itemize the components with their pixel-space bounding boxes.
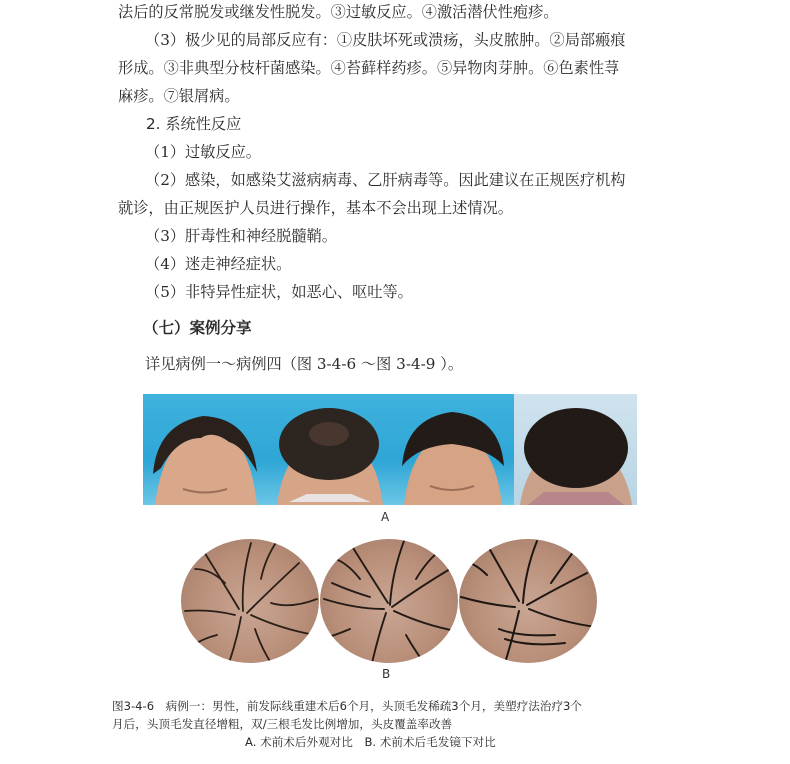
trichoscopy-image [320,539,458,663]
photo-panel [514,394,638,505]
body-line: 形成。③非典型分枝杆菌感染。④苔藓样药疹。⑤异物肉芽肿。⑥色素性荨 [118,59,620,77]
figure-subcaption: A. 术前术后外观对比 B. 术前术后毛发镜下对比 [245,735,496,749]
hair-strands [320,539,458,663]
trichoscopy-image [181,539,319,663]
hair-strands [459,539,597,663]
head-photo [514,394,638,505]
figure-caption: 月后，头顶毛发直径增粗，双/三根毛发比例增加，头皮覆盖率改善 [112,717,453,731]
hair-strands [181,539,319,663]
body-line: 详见病例一～病例四（图 3-4-6 ～图 3-4-9 ）。 [145,355,464,373]
head-photo [390,394,514,505]
body-line: 法后的反常脱发或继发性脱发。③过敏反应。④激活潜伏性疱疹。 [118,3,559,21]
head-photo [267,394,391,505]
photo-panel [267,394,391,505]
figure-a-photo-strip [143,394,637,505]
photo-panel [143,394,267,505]
body-line: 就诊，由正规医护人员进行操作，基本不会出现上述情况。 [118,199,513,217]
list-item: （4）迷走神经症状。 [145,255,292,273]
figure-label-a: A [381,510,390,524]
subsection-heading: （七）案例分享 [143,319,252,337]
trichoscopy-image [459,539,597,663]
list-item: （1）过敏反应。 [145,143,261,161]
body-line: （3）极少见的局部反应有：①皮肤坏死或溃疡，头皮脓肿。②局部瘢痕 [145,31,626,49]
figure-label-b: B [382,667,391,681]
figure-caption: 图3-4-6 病例一：男性，前发际线重建术后6个月，头顶毛发稀疏3个月，美塑疗法治疗3个 [112,699,583,713]
list-item: （3）肝毒性和神经脱髓鞘。 [145,227,337,245]
section-heading: 2. 系统性反应 [146,115,242,133]
photo-panel [390,394,514,505]
head-photo [143,394,267,505]
list-item: （5）非特异性症状，如恶心、呕吐等。 [145,283,413,301]
list-item: （2）感染，如感染艾滋病病毒、乙肝病毒等。因此建议在正规医疗机构 [145,171,626,189]
body-line: 麻疹。⑦银屑病。 [118,87,240,105]
